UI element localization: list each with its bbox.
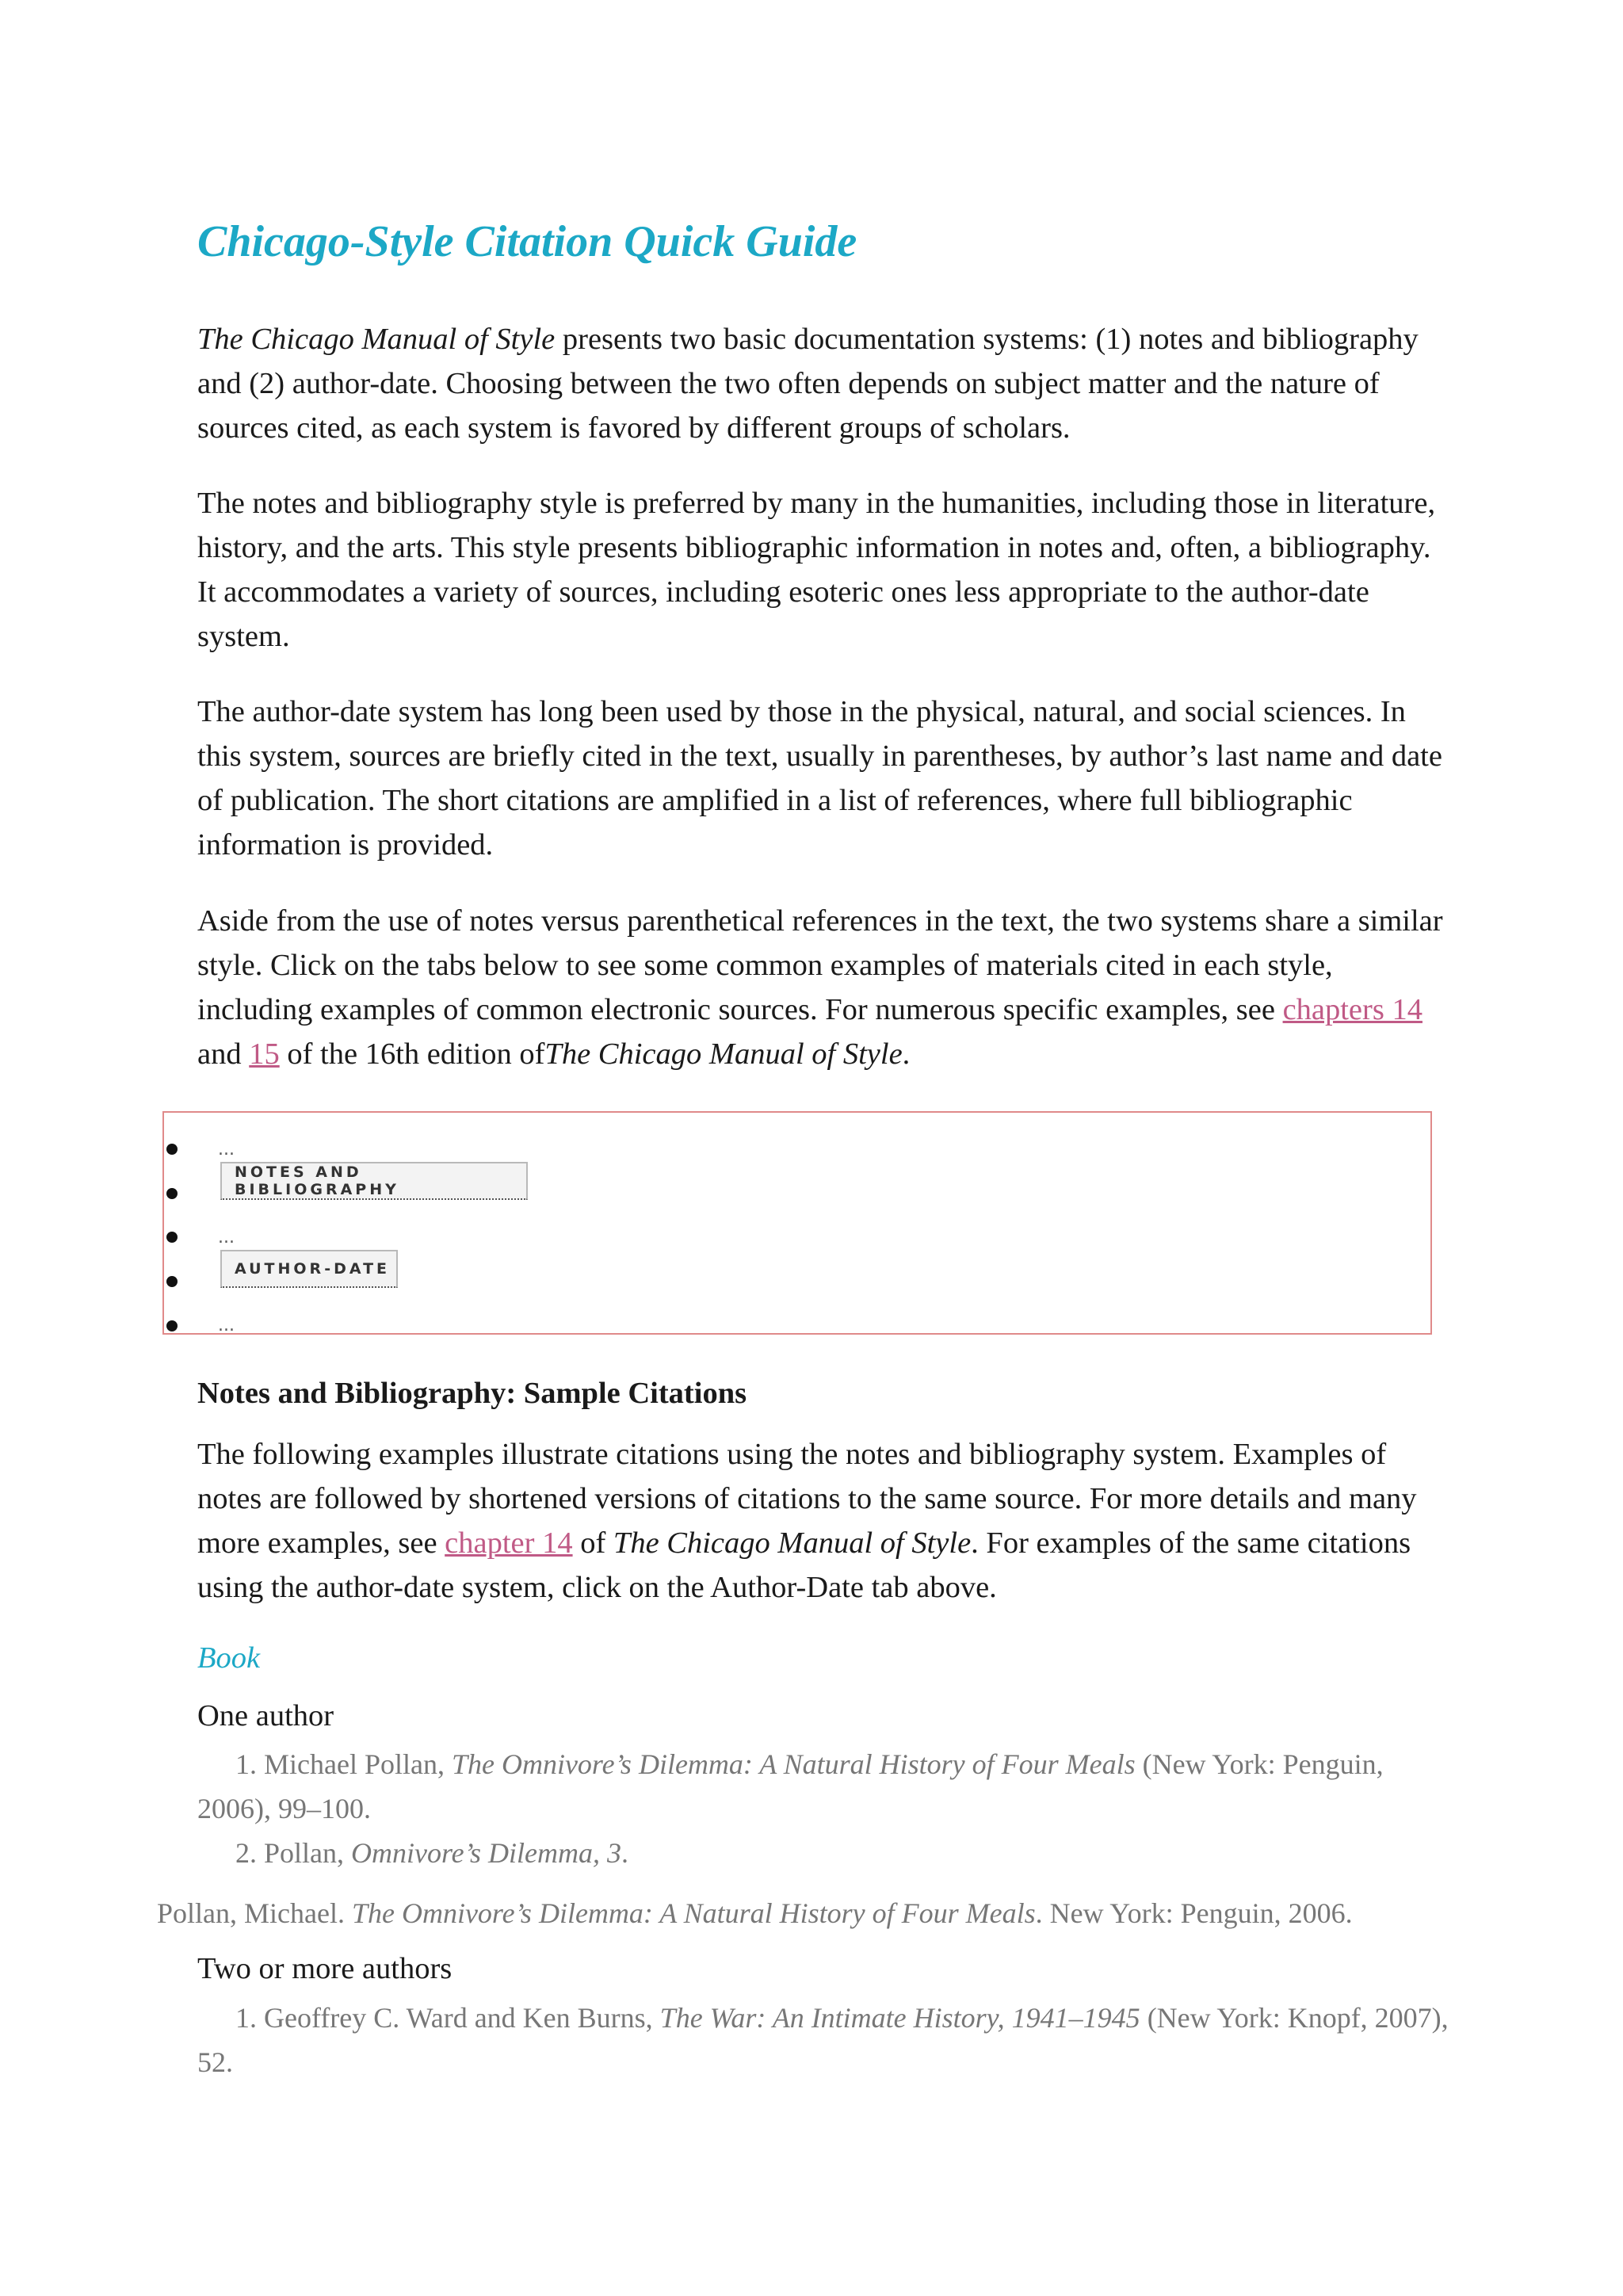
examples-paragraph	[197, 899, 1449, 1076]
period: .	[902, 1037, 911, 1071]
page-title: Chicago-Style Citation Quick Guide	[197, 217, 857, 266]
intro-text: presents two basic documentation systems: (1) notes and bibliography and (2) author-date. Choosing between the two often depends on subject matter and the nature of sources cited, as each system is favored by different groups of scholars.	[197, 323, 1419, 445]
note-suffix: (New York: Knopf, 2007), 52.	[197, 2002, 1449, 2078]
note-prefix: 2. Pollan,	[235, 1837, 352, 1869]
intro-paragraph	[197, 317, 1449, 450]
section-paragraph	[197, 1432, 1449, 1610]
citation-note-1	[197, 1742, 1449, 1831]
citation-note-1	[197, 1996, 1449, 2084]
ellipsis: ...	[218, 1228, 235, 1247]
section-book-title: The Chicago Manual of Style	[613, 1526, 972, 1560]
manual-title: The Chicago Manual of Style	[544, 1037, 903, 1071]
and-text: and	[197, 1037, 250, 1071]
chapter-15-link[interactable]: 15	[249, 1037, 280, 1071]
examples-text: Aside from the use of notes versus parenthetical references in the text, the two systems share a similar style. Click on the tabs below to see some common examples of materials cited in each style, including examples of common electronic sources. For numerous specific examples, see	[197, 904, 1443, 1026]
ellipsis: ...	[218, 1140, 235, 1159]
intro-book-title: The Chicago Manual of Style	[197, 323, 556, 356]
tab-list	[162, 1111, 1432, 1335]
list-bullet	[166, 1144, 178, 1155]
one-author-label: One author	[197, 1699, 334, 1733]
list-bullet	[166, 1276, 178, 1287]
note-prefix: 1. Geoffrey C. Ward and Ken Burns,	[235, 2002, 660, 2034]
bibliography-entry	[157, 1891, 1457, 1935]
note-title: Omnivore’s Dilemma, 3	[351, 1837, 621, 1869]
citation-note-2	[197, 1831, 1449, 1875]
section-text: The following examples illustrate citations using the notes and bibliography system. Examples of notes are followed by shortened versions of citations to the same source. For more details and many more examples, see	[197, 1438, 1417, 1560]
bib-suffix: . New York: Penguin, 2006.	[1035, 1897, 1353, 1929]
book-label: Book	[197, 1641, 261, 1675]
note-title: The Omnivore’s Dilemma: A Natural History of Four Meals	[451, 1748, 1136, 1780]
two-authors-label: Two or more authors	[197, 1952, 453, 1985]
list-bullet	[166, 1320, 178, 1331]
chapters-14-link[interactable]: chapters 14	[1282, 993, 1423, 1026]
chapter-14-link[interactable]: chapter 14	[445, 1526, 573, 1560]
note-prefix: 1. Michael Pollan,	[235, 1748, 452, 1780]
tab-notes-and-bibliography[interactable]: NOTES AND BIBLIOGRAPHY	[220, 1162, 528, 1200]
list-bullet	[166, 1232, 178, 1243]
of-text: of	[572, 1526, 613, 1560]
tab-author-date[interactable]: AUTHOR-DATE	[220, 1250, 398, 1288]
note-title: The War: An Intimate History, 1941–1945	[659, 2002, 1140, 2034]
notes-style-paragraph: The notes and bibliography style is preferred by many in the humanities, including those in literature, history, and the arts. This style presents bibliographic information in notes and, often, a bibliography. It accommodates a variety of sources, including esoteric ones less appropriate to the author-date system.	[197, 487, 1436, 653]
list-bullet	[166, 1188, 178, 1199]
bib-title: The Omnivore’s Dilemma: A Natural History of Four Meals	[351, 1897, 1036, 1929]
note-suffix: (New York: Penguin, 2006), 99–100.	[197, 1748, 1384, 1824]
edition-text: of the 16th edition of	[279, 1037, 545, 1071]
bib-prefix: Pollan, Michael.	[157, 1897, 352, 1929]
author-date-paragraph: The author-date system has long been used by those in the physical, natural, and social sciences. In this system, sources are briefly cited in the text, usually in parentheses, by author’s last name and date of publication. The short citations are amplified in a list of references, where full bibliographic information is provided.	[197, 695, 1442, 861]
ellipsis: ...	[218, 1316, 235, 1335]
section-text-end: . For examples of the same citations using the author-date system, click on the Author-Date tab above.	[197, 1526, 1411, 1604]
section-heading: Notes and Bibliography: Sample Citations	[197, 1377, 747, 1410]
note-suffix: .	[621, 1837, 628, 1869]
